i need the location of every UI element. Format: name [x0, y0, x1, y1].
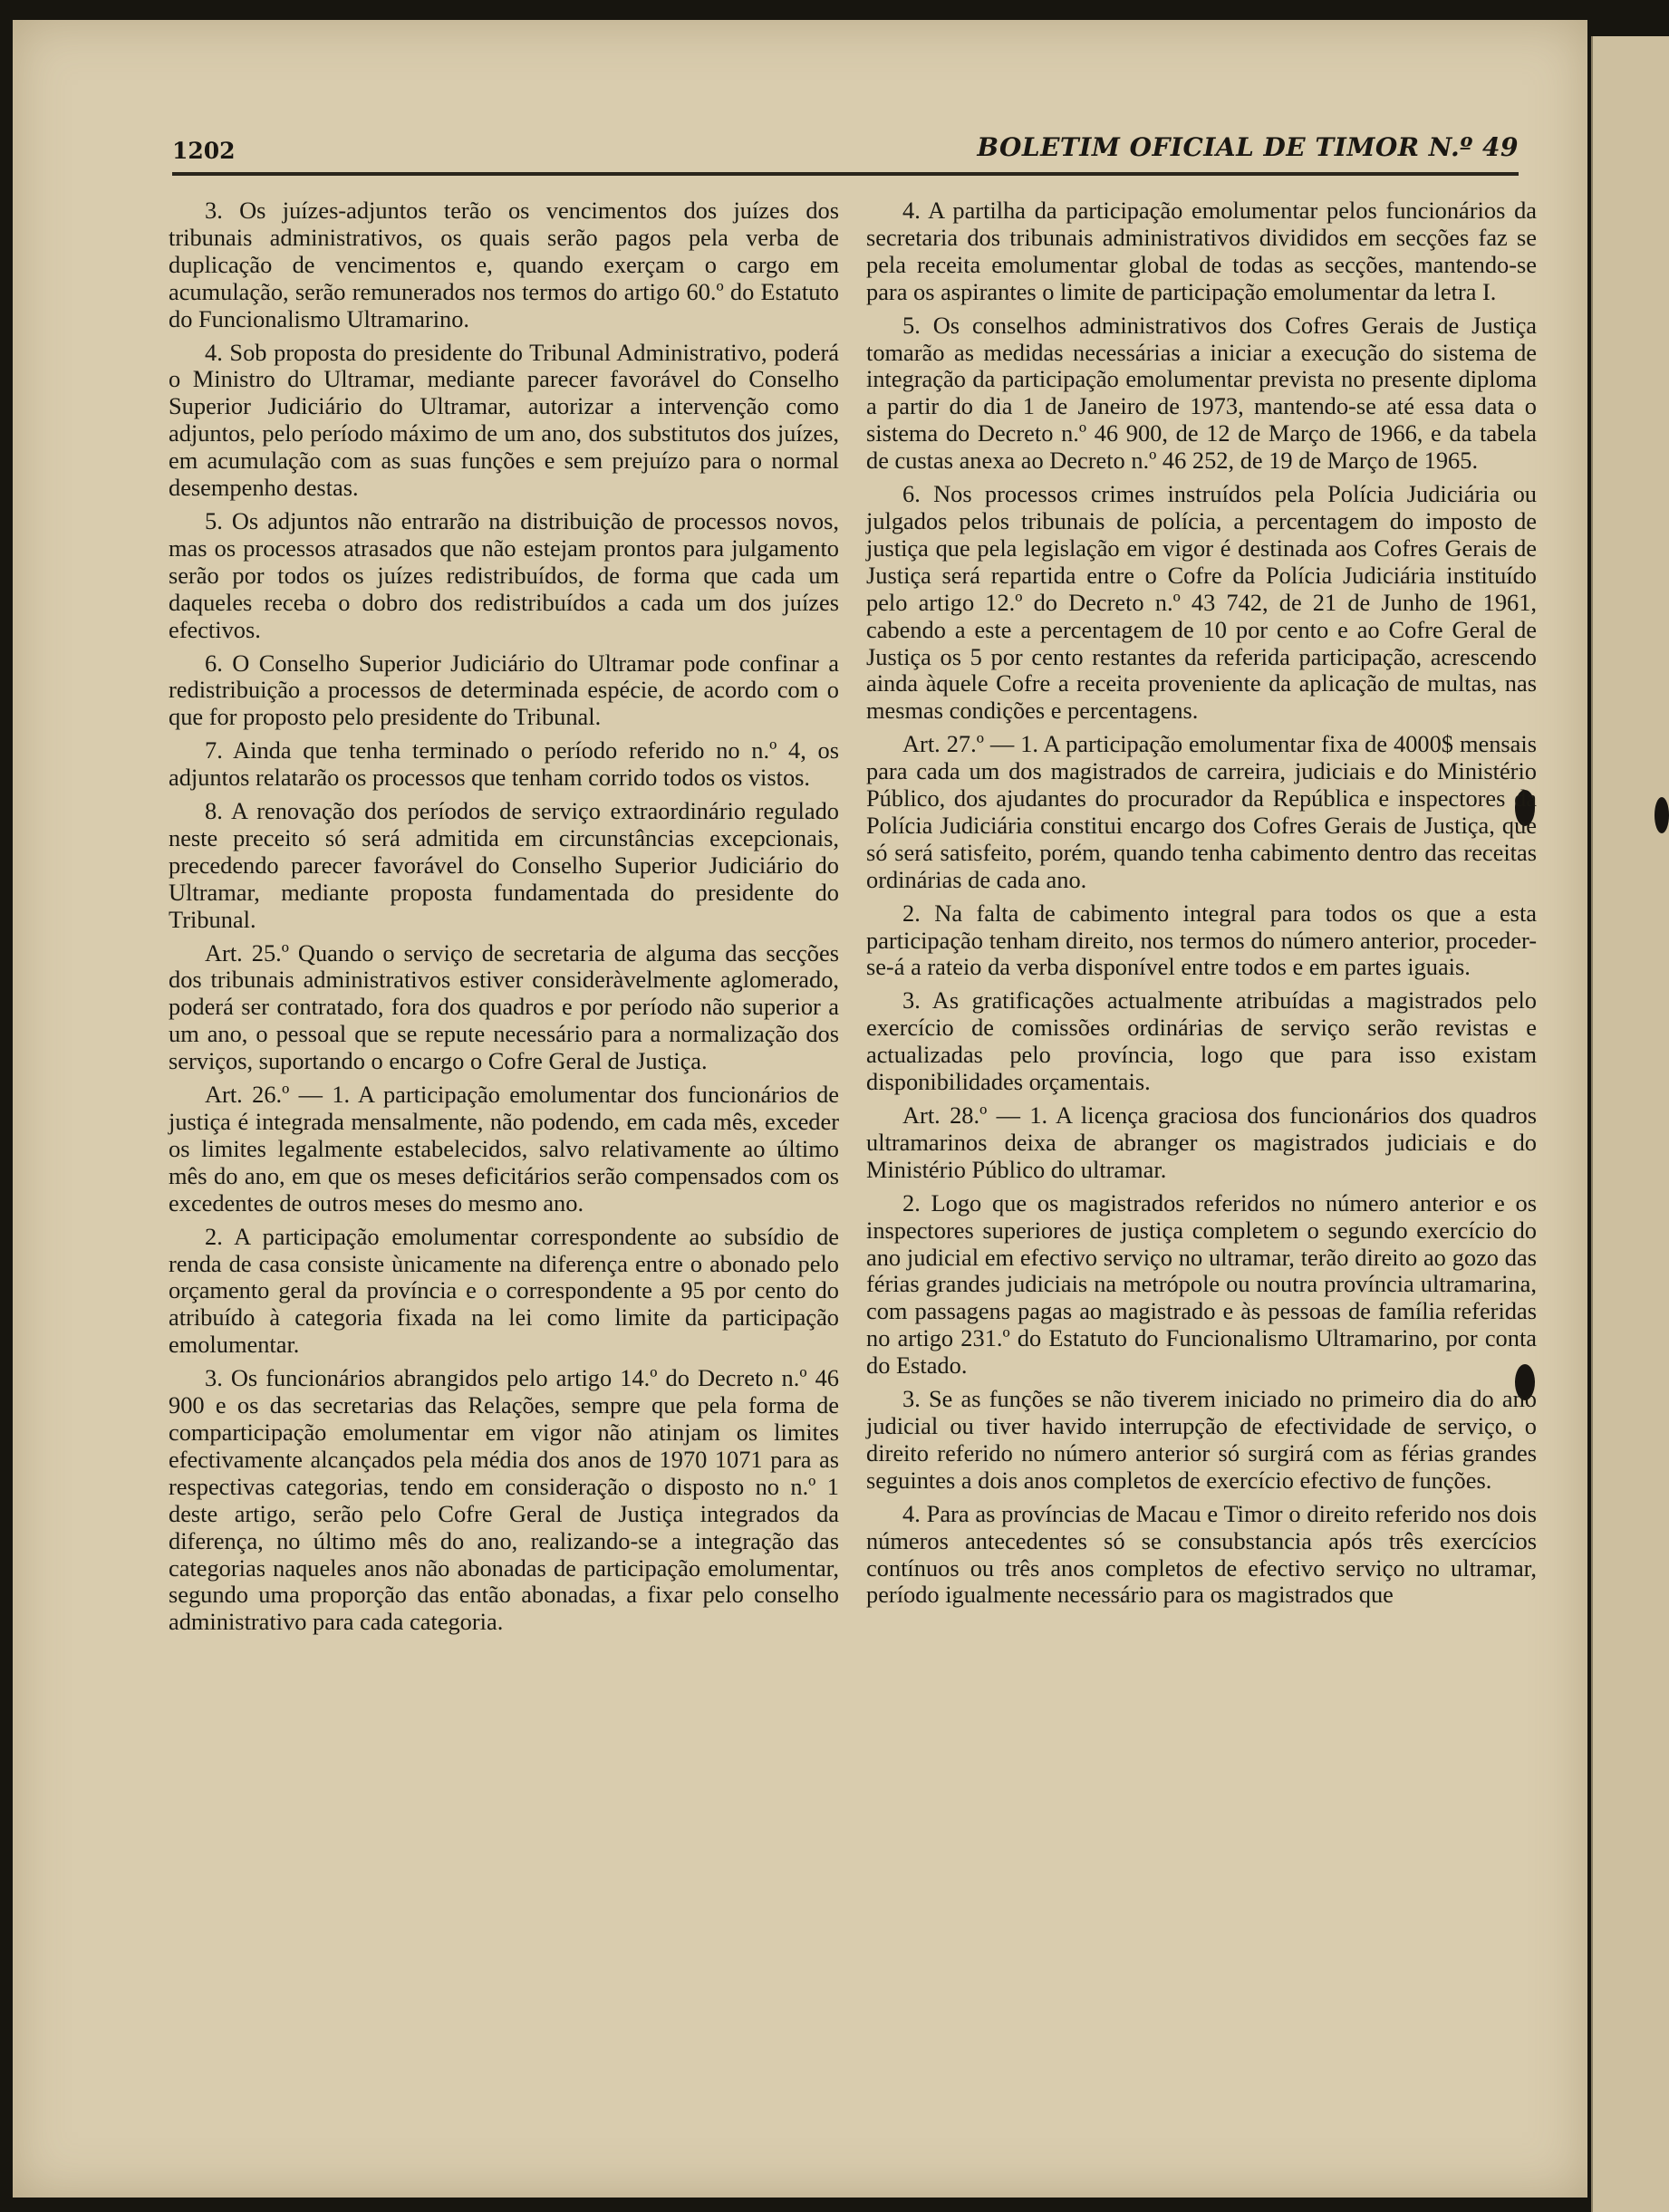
paragraph: Art. 27.º — 1. A participação emolumentar fixa de 4000$ mensais para cada um dos magistrados de carreira, judiciais e do Ministério Público, dos ajudantes do procurador da República e inspectores da Polícia Judiciária constitui encargo dos Cofres Gerais de Justiça, que só será satisfeito, porém, quando tenha cabimento dentro das receitas ordinárias de cada ano. [866, 730, 1537, 893]
running-head [172, 132, 1519, 170]
paragraph: 7. Ainda que tenha terminado o período referido no n.º 4, os adjuntos relatarão os processos que tenham corrido todos os vistos. [169, 736, 839, 792]
paragraph: 3. Os funcionários abrangidos pelo artigo 14.º do Decreto n.º 46 900 e os das secretarias das Relações, sempre que pela forma de comparticipação emolumentar em vigor não atinjam os limites efectivamente alcançados pela média dos anos de 1970 1071 para as respectivas categorias, tendo em consideração o disposto no n.º 1 deste artigo, serão pelo Cofre Geral de Justiça integrados da diferença, no último mês do ano, realizando-se a integração das categorias naqueles anos não abonadas de participação emolumentar, segundo uma proporção das então abonadas, a fixar pelo conselho administrativo para cada categoria. [169, 1364, 839, 1636]
paragraph: 4. A partilha da participação emolumentar pelos funcionários da secretaria dos tribunais administrativos divididos em secções faz se pela receita emolumentar global de todas as secções, mantendo-se para os aspirantes o limite de participação emolumentar da letra I. [866, 197, 1537, 305]
left-column [169, 197, 839, 1636]
paragraph: 4. Sob proposta do presidente do Tribunal Administrativo, poderá o Ministro do Ultramar, mediante parecer favorável do Conselho Superior Judiciário do Ultramar, autorizar a intervenção como adjuntos, pelo período máximo de um ano, dos substitutos dos juízes, em acumulação com as suas funções e sem prejuízo para o normal desempenho destas. [169, 338, 839, 502]
paragraph: 6. O Conselho Superior Judiciário do Ultramar pode confinar a redistribuição a processos de determinada espécie, de acordo com o que for proposto pelo presidente do Tribunal. [169, 649, 839, 731]
paragraph: 8. A renovação dos períodos de serviço extraordinário regulado neste preceito só será admitida em circunstâncias excepcionais, precedendo parecer favorável do Conselho Superior Judiciário do Ultramar, mediante proposta fundamentada do presidente do Tribunal. [169, 797, 839, 933]
paragraph: 2. A participação emolumentar correspondente ao subsídio de renda de casa consiste ùnicamente na diferença entre o abonado pelo orçamento geral da província e o correspondente a 95 por cento do atribuído à categoria fixada na lei como limite da participação emolumentar. [169, 1222, 839, 1359]
header-rule [172, 172, 1519, 176]
paragraph: 3. Os juízes-adjuntos terão os vencimentos dos juízes dos tribunais administrativos, os quais serão pagos pela verba de duplicação de vencimentos e, quando exerçam o cargo em acumulação, serão remunerados nos termos do artigo 60.º do Estatuto do Funcionalismo Ultramarino. [169, 197, 839, 332]
binding-hole [1655, 797, 1669, 833]
page-number: 1202 [172, 138, 236, 164]
paragraph: Art. 28.º — 1. A licença graciosa dos funcionários dos quadros ultramarinos deixa de abranger os magistrados judiciais e do Ministério Público do ultramar. [866, 1101, 1537, 1183]
paragraph: 6. Nos processos crimes instruídos pela Polícia Judiciária ou julgados pelos tribunais de polícia, a percentagem do imposto de justiça que pela legislação em vigor é destinada aos Cofres Gerais de Justiça será repartida entre o Cofre da Polícia Judiciária instituído pelo artigo 12.º do Decreto n.º 43 742, de 21 de Junho de 1961, cabendo a este a percentagem de 10 por cento e ao Cofre Geral de Justiça os 5 por cento restantes da referida participação, acrescendo ainda àquele Cofre a receita proveniente da aplicação de multas, nas mesmas condições e percentagens. [866, 480, 1537, 725]
paragraph: 4. Para as províncias de Macau e Timor o direito referido nos dois números antecedentes só se consubstancia após três exercícios contínuos ou três anos completos de efectivo serviço no ultramar, período igualmente necessário para os magistrados que [866, 1499, 1537, 1609]
paragraph: 5. Os conselhos administrativos dos Cofres Gerais de Justiça tomarão as medidas necessárias a iniciar a execução do sistema de integração da participação emolumentar prevista no presente diploma a partir do dia 1 de Janeiro de 1973, mantendo-se até essa data o sistema do Decreto n.º 46 900, de 12 de Março de 1966, e da tabela de custas anexa ao Decreto n.º 46 252, de 19 de Março de 1965. [866, 311, 1537, 475]
paragraph: 3. As gratificações actualmente atribuídas a magistrados pelo exercício de comissões ordinárias de serviço serão revistas e actualizadas pelo província, logo que para isso existam disponibilidades orçamentais. [866, 986, 1537, 1096]
paragraph: Art. 25.º Quando o serviço de secretaria de alguma das secções dos tribunais administrativos estiver consideràvelmente aglomerado, poderá ser contratado, fora dos quadros e por período não superior a um ano, o pessoal que se repute necessário para a normalização dos serviços, suportando o encargo o Cofre Geral de Justiça. [169, 938, 839, 1075]
paragraph: 3. Se as funções se não tiverem iniciado no primeiro dia do ano judicial ou tiver havido interrupção de efectividade de serviço, o direito referido no número anterior só surgirá com as férias grandes seguintes a dois anos completos de exercício efectivo de funções. [866, 1385, 1537, 1494]
paragraph: 2. Na falta de cabimento integral para todos os que a esta participação tenham direito, nos termos do número anterior, proceder-se-á a rateio da verba disponível entre todos e em partes iguais. [866, 899, 1537, 981]
paragraph: 5. Os adjuntos não entrarão na distribuição de processos novos, mas os processos atrasados que não estejam prontos para julgamento serão por todos os juízes redistribuídos, de forma que cada um daqueles receba o dobro dos redistribuídos a cada um dos juízes efectivos. [169, 506, 839, 643]
paragraph: Art. 26.º — 1. A participação emolumentar dos funcionários de justiça é integrada mensalmente, não podendo, em cada mês, exceder os limites legalmente estabelecidos, salvo relativamente ao último mês do ano, em que os meses deficitários serão compensados com os excedentes de outros meses do mesmo ano. [169, 1081, 839, 1217]
facing-page-edge [1591, 36, 1669, 2212]
right-column [866, 197, 1537, 1609]
paragraph: 2. Logo que os magistrados referidos no número anterior e os inspectores superiores de justiça completem o segundo exercício do ano judicial em efectivo serviço no ultramar, terão direito ao gozo das férias grandes judiciais na metrópole ou noutra província ultramarina, com passagens pagas ao magistrado e às pessoas de família referidas no artigo 231.º do Estatuto do Funcionalismo Ultramarino, por conta do Estado. [866, 1188, 1537, 1380]
journal-title: BOLETIM OFICIAL DE TIMOR N.º 49 [977, 132, 1519, 162]
